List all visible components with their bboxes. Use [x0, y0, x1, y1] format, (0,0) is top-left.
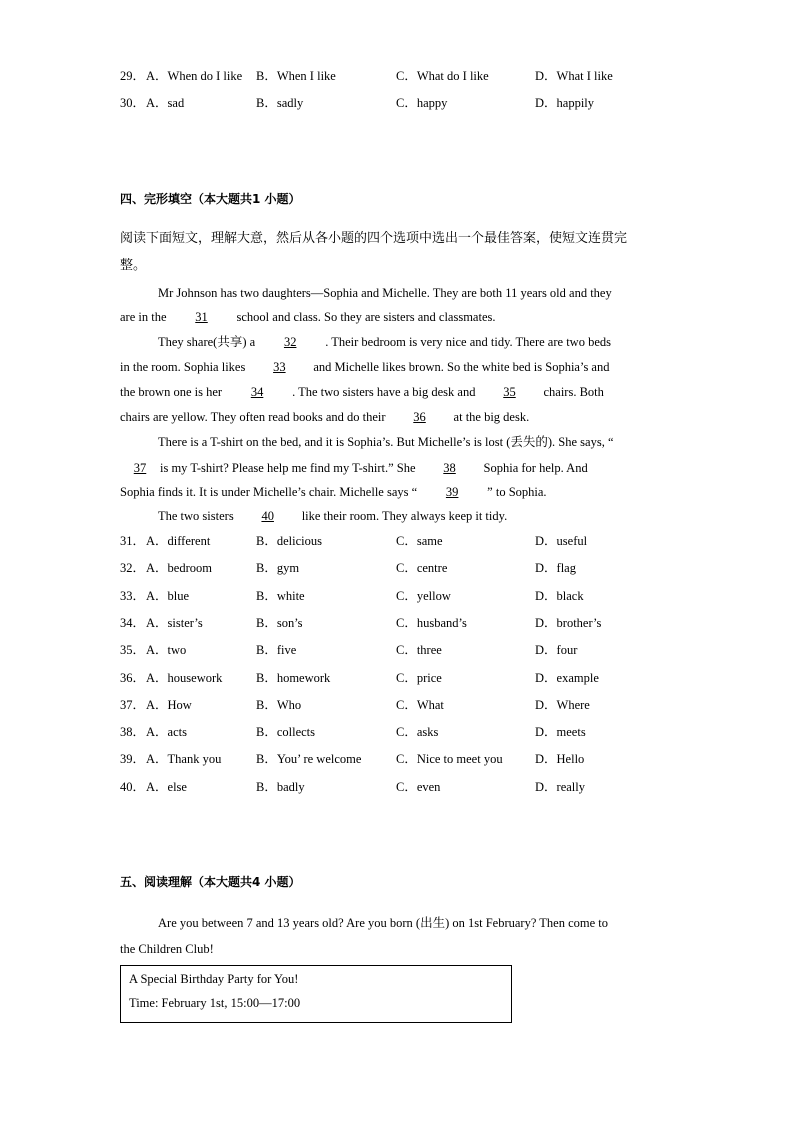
option-d: D．useful — [535, 534, 588, 548]
option-c: C．happy — [396, 96, 448, 110]
passage-line: Mr Johnson has two daughters—Sophia and Michelle. They are both 11 years old and they — [158, 286, 612, 300]
passage-line: are in the 31 school and class. So they are sisters and classmates. — [120, 310, 496, 324]
option-b: B．gym — [256, 561, 300, 576]
passage-line: Sophia finds it. It is under Michelle’s chair. Michelle says “ 39 ” to Sophia. — [120, 485, 547, 499]
instruction-line-2: 整。 — [120, 258, 147, 273]
option-d: D．really — [535, 779, 585, 794]
blank-35: 35 — [503, 385, 516, 399]
blank-38: 38 — [443, 461, 456, 475]
blank-37: 37 — [133, 461, 147, 475]
notice-time: Time: February 1st, 15:00—17:00 — [129, 996, 301, 1010]
option-a: A．How — [146, 697, 192, 712]
option-b: B．delicious — [256, 534, 322, 548]
blank-34: 34 — [250, 385, 264, 399]
passage-line: There is a T-shirt on the bed, and it is Sophia’s. But Michelle’s is lost (丢失的). She says, “ — [158, 435, 614, 449]
section-4-heading: 四、完形填空（本大题共1 小题） — [120, 192, 301, 206]
question-number: 38． — [120, 725, 146, 740]
option-c: C．three — [396, 643, 442, 658]
passage-line: 37 is my T-shirt? Please help me find my T-shirt.” She 38 Sophia for help. And — [120, 459, 588, 477]
option-c: C．yellow — [396, 588, 451, 603]
option-a: A．else — [146, 779, 187, 794]
option-b: B．collects — [256, 725, 316, 740]
option-c: C．Nice to meet you — [396, 752, 503, 767]
option-c: C．even — [396, 779, 441, 794]
option-b: B．white — [256, 588, 305, 603]
option-c: C．price — [396, 670, 442, 685]
blank-36: 36 — [413, 410, 426, 424]
question-number: 33． — [120, 588, 146, 603]
blank-40: 40 — [261, 509, 274, 523]
question-number: 37． — [120, 697, 146, 712]
option-d: D．flag — [535, 561, 576, 576]
option-c: C．same — [396, 534, 443, 548]
option-d: D．black — [535, 588, 584, 603]
option-d: D．happily — [535, 96, 595, 110]
question-number: 30． — [120, 96, 146, 110]
option-a: A．acts — [146, 725, 187, 740]
option-a: A．different — [146, 534, 211, 548]
passage-line: chairs are yellow. They often read books and do their 36 at the big desk. — [120, 410, 530, 424]
option-d: D．meets — [535, 725, 586, 740]
question-number: 35． — [120, 643, 146, 658]
option-c: C．centre — [396, 561, 448, 576]
option-a: A．When do I like — [146, 69, 243, 83]
option-b: B．son’s — [256, 615, 303, 630]
option-a: A．housework — [146, 670, 223, 685]
question-number: 39． — [120, 752, 146, 767]
notice-box — [120, 965, 512, 1023]
option-a: A．two — [146, 643, 187, 658]
option-d: D．brother’s — [535, 615, 602, 630]
option-a: A．Thank you — [146, 752, 222, 767]
option-a: A．sad — [146, 96, 185, 110]
option-d: D．example — [535, 670, 599, 685]
option-c: C．asks — [396, 725, 439, 740]
option-b: B．You’ re welcome — [256, 752, 362, 767]
blank-32: 32 — [283, 335, 297, 349]
option-a: A．bedroom — [146, 561, 212, 576]
passage-line: in the room. Sophia likes 33 and Michelle likes brown. So the white bed is Sophia’s and — [120, 360, 610, 374]
blank-39: 39 — [445, 485, 459, 499]
option-c: C．What — [396, 697, 444, 712]
option-a: A．blue — [146, 588, 190, 603]
option-d: D．What I like — [535, 69, 613, 83]
notice-title: A Special Birthday Party for You! — [129, 972, 299, 986]
reading-intro-line: the Children Club! — [120, 942, 214, 956]
option-d: D．Hello — [535, 752, 585, 767]
passage-line: They share(共享) a 32 . Their bedroom is very nice and tidy. There are two beds — [158, 335, 611, 349]
option-d: D．four — [535, 643, 578, 658]
question-number: 36． — [120, 670, 146, 685]
section-5-heading: 五、阅读理解（本大题共4 小题） — [120, 875, 301, 889]
question-number: 31． — [120, 534, 146, 548]
option-b: B．sadly — [256, 96, 304, 110]
passage-line: the brown one is her 34 . The two sisters have a big desk and 35 chairs. Both — [120, 385, 604, 399]
question-number: 34． — [120, 615, 146, 630]
option-b: B．Who — [256, 697, 302, 712]
question-number: 29． — [120, 69, 146, 83]
option-b: B．five — [256, 643, 297, 658]
option-d: D．Where — [535, 697, 590, 712]
blank-31: 31 — [195, 310, 208, 324]
reading-intro-line: Are you between 7 and 13 years old? Are you born (出生) on 1st February? Then come to — [158, 916, 608, 930]
question-number: 40． — [120, 779, 146, 794]
option-b: B．badly — [256, 779, 305, 794]
option-c: C．husband’s — [396, 615, 467, 630]
instruction-line-1: 阅读下面短文，理解大意，然后从各小题的四个选项中选出一个最佳答案，使短文连贯完 — [120, 231, 628, 246]
option-b: B．homework — [256, 670, 331, 685]
option-b: B．When I like — [256, 69, 336, 83]
passage-line: The two sisters 40 like their room. They always keep it tidy. — [158, 509, 508, 523]
option-c: C．What do I like — [396, 69, 489, 83]
question-number: 32． — [120, 561, 146, 576]
option-a: A．sister’s — [146, 615, 203, 630]
blank-33: 33 — [273, 360, 286, 374]
